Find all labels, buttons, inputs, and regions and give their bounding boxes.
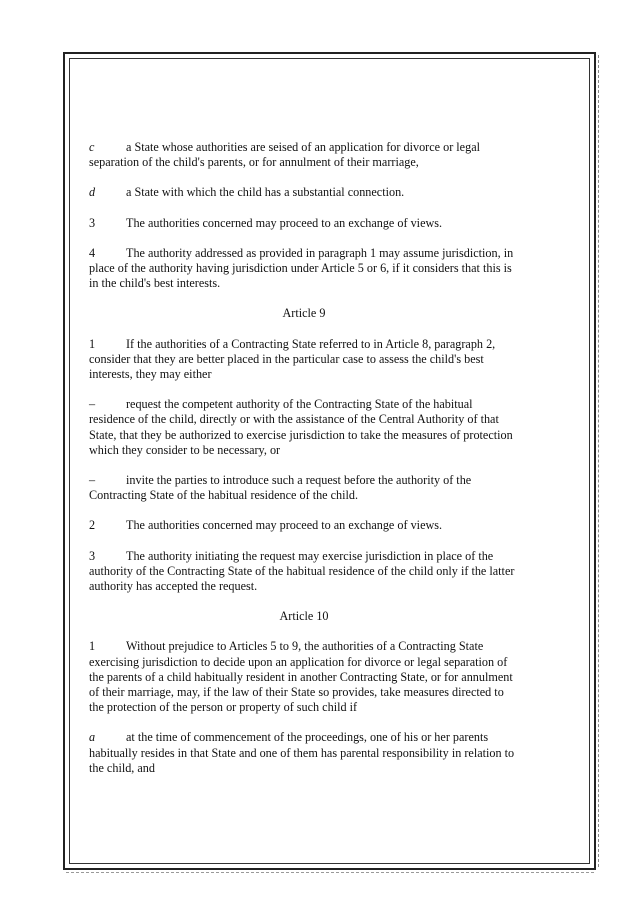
item-label: a [89, 730, 96, 745]
article-10-heading: Article 10 [279, 609, 329, 624]
paragraph-text: a State whose authorities are seised of an application for divorce or legal separation of the child's parents, or for annulment of their marriage, [89, 140, 480, 170]
paragraph-number: 2 [89, 518, 96, 533]
paragraph-text: The authority addressed as provided in paragraph 1 may assume jurisdiction, in place of the authority having jurisdiction under Article 5 or 6, if it considers that this is in the child's best interests. [89, 245, 514, 291]
paragraph-text: a State with which the child has a substantial connection. [126, 185, 405, 200]
item-label: d [89, 185, 96, 200]
paragraph-text: The authorities concerned may proceed to an exchange of views. [126, 518, 443, 533]
paragraph-8-2c [89, 140, 519, 170]
paragraph-number: 4 [89, 245, 96, 260]
paragraph-8-3 [89, 216, 519, 231]
paragraph-9-1-dash-1 [89, 397, 519, 458]
paragraph-9-1-dash-2 [89, 473, 519, 503]
paragraph-text: at the time of commencement of the proceedings, one of his or her parents habitually resides in that State and one of them has parental responsibility in relation to the child, and [89, 730, 515, 775]
paragraph-8-4 [89, 246, 519, 292]
paragraph-number: 1 [89, 639, 96, 654]
dash-marker: – [89, 473, 96, 488]
paragraph-number: 1 [89, 336, 96, 351]
paragraph-text: request the competent authority of the Contracting State of the habitual residence of the child, directly or with the assistance of the Central Authority of that State, that they be authorized to exercise jurisdiction to take the measures of protection which they consider to be necessary, or [89, 397, 513, 457]
paragraph-text: Without prejudice to Articles 5 to 9, the authorities of a Contracting State exercising jurisdiction to decide upon an application for divorce or legal separation of the parents of a child habitually resident in another Contracting State, or for annulment of their marriage, may, if the law of their State so provides, take measures directed to the protection of the person or property of such child if [89, 639, 513, 715]
paragraph-10-1a [89, 730, 519, 776]
item-label: c [89, 140, 95, 154]
page-edge-right [598, 55, 599, 867]
paragraph-number: 3 [89, 215, 96, 230]
dash-marker: – [89, 397, 96, 412]
paragraph-text: If the authorities of a Contracting State referred to in Article 8, paragraph 2, consider that they are better placed in the particular case to assess the child's best interests, they may either [89, 336, 496, 382]
paragraph-number: 3 [89, 548, 96, 563]
page-edge-bottom [66, 872, 594, 873]
article-9-heading: Article 9 [282, 306, 326, 321]
paragraph-8-2d [89, 185, 519, 200]
paragraph-text: invite the parties to introduce such a request before the authority of the Contracting State of the habitual residence of the child. [89, 473, 472, 503]
paragraph-9-2 [89, 518, 519, 533]
paragraph-text: The authorities concerned may proceed to an exchange of views. [126, 215, 443, 230]
paragraph-text: The authority initiating the request may exercise jurisdiction in place of the authority of the Contracting State of the habitual residence of the child only if the latter authority has accepted the request. [89, 548, 515, 594]
paragraph-10-1 [89, 639, 519, 715]
paragraph-9-1 [89, 337, 519, 383]
document-body [89, 140, 519, 791]
paragraph-9-3 [89, 549, 519, 595]
